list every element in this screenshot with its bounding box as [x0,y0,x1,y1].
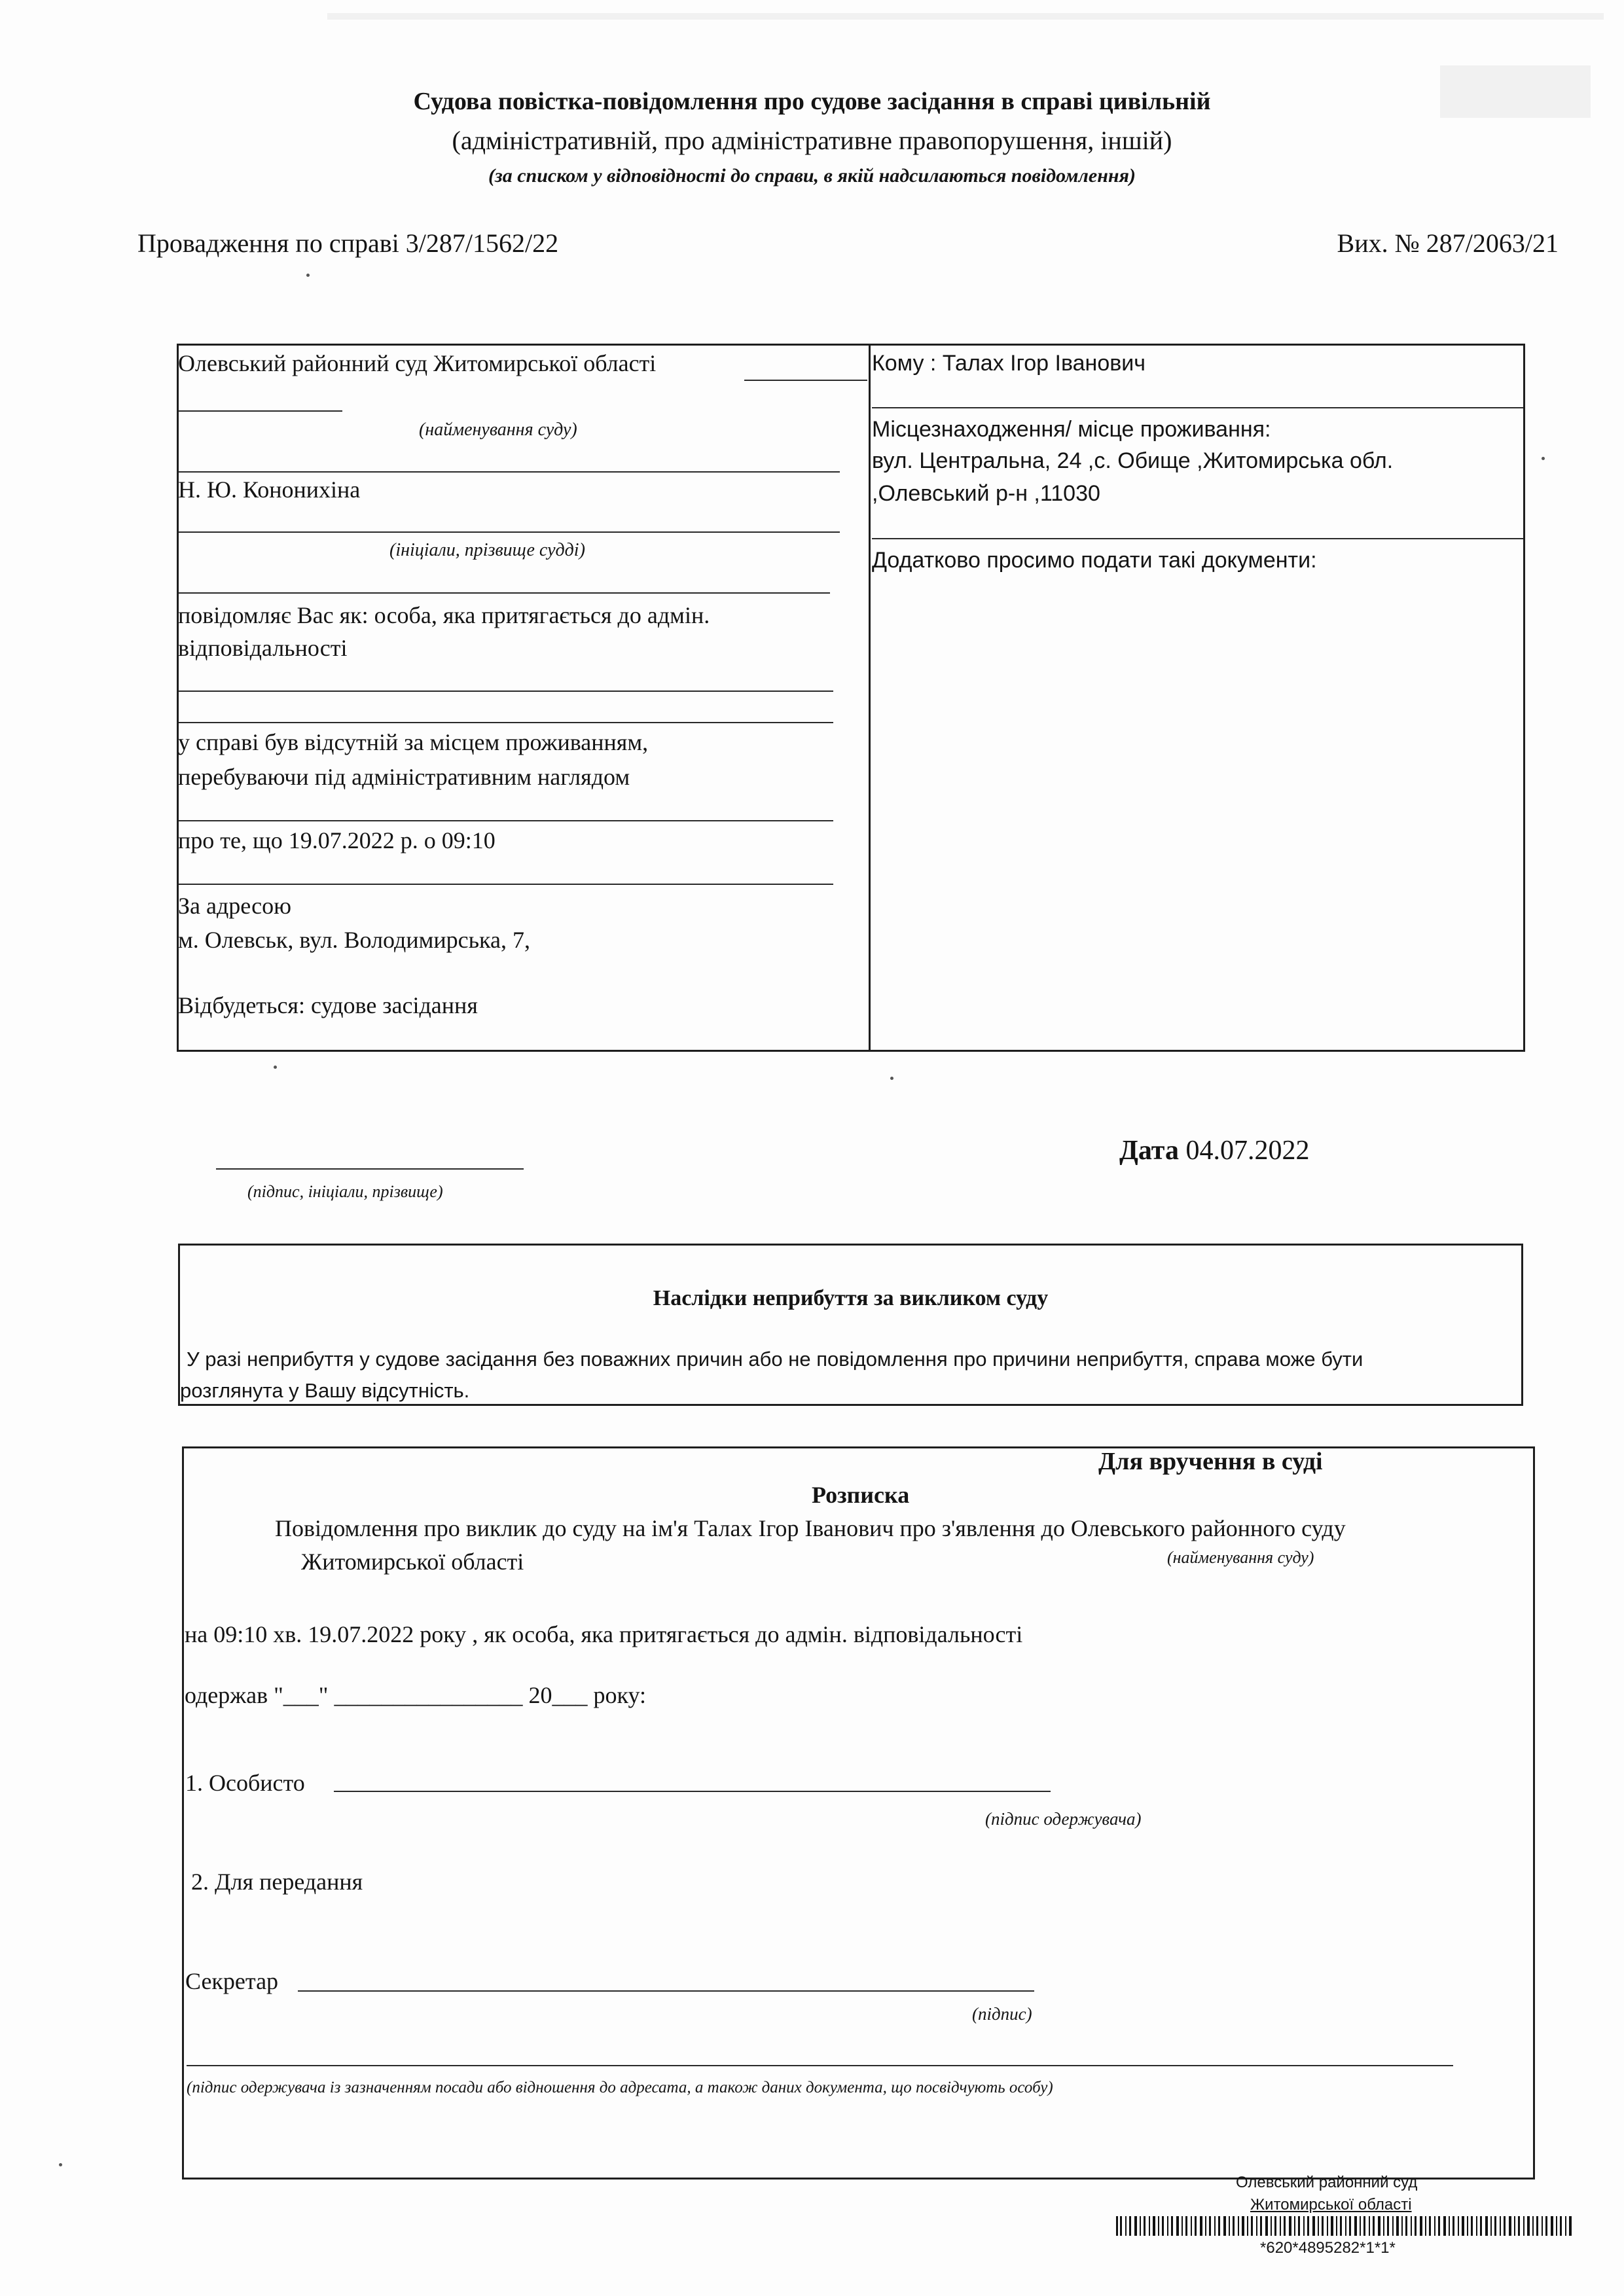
transfer-label: 2. Для передання [191,1869,363,1895]
barcode [1116,2216,1574,2236]
scan-speck [1542,457,1545,460]
scan-speck [306,274,310,277]
footer-court-line-2: Житомирської області [1250,2196,1412,2214]
court-address: м. Олевськ, вул. Володимирська, 7, [178,927,530,953]
court-caption: (найменування суду) [419,420,577,440]
receipt-title: Розписка [812,1482,910,1508]
absent-line-1: у справі був відсутній за місцем проживанням, [178,729,649,755]
recipient-line [872,407,1523,408]
personally-signature-line [334,1791,1051,1792]
document-title: Судова повістка-повідомлення про судове засідання в справі цивільній [413,88,1211,115]
date-value: 04.07.2022 [1185,1136,1310,1166]
personally-label: 1. Особисто [185,1770,305,1796]
secretary-signature-caption: (підпис) [972,2004,1032,2024]
judge-caption-line [179,592,830,594]
documents-request: Додатково просимо подати такі документи: [872,548,1317,573]
notify-line-b [179,722,833,723]
hearing-line [179,884,833,885]
column-divider [869,344,871,1052]
signature-caption: (підпис, ініціали, прізвище) [247,1182,443,1201]
judge-caption: (ініціали, прізвище судді) [389,540,585,560]
signature-line [216,1168,524,1170]
consequences-line-1: У разі неприбуття у судове засідання без поважних причин або не повідомлення про причини неприбуття, справа може бути [187,1348,1363,1371]
address-label: За адресою [178,893,292,919]
recipient-details-caption: (підпис одержувача із зазначенням посади або відношення до адресата, а також даних документа, що посвідчують особу) [187,2079,1053,2096]
receipt-time-line: на 09:10 хв. 19.07.2022 року , як особа, яка притягається до адмін. відповідальності [185,1621,1023,1647]
receipt-court-line-2: Житомирської області [301,1549,524,1575]
for-court-label: Для вручення в суді [1098,1448,1323,1475]
scan-speck [59,2163,62,2166]
outgoing-number: 287/2063/21 [1426,228,1559,258]
court-underline [744,380,867,381]
consequences-line-2: розглянута у Вашу відсутність. [180,1379,470,1402]
scan-speck [890,1077,893,1080]
date-line [1119,1134,1309,1167]
absent-line [179,820,833,821]
recipient-signature-caption: (підпис одержувача) [985,1809,1142,1829]
received-line: одержав "___" ________________ 20___ року: [185,1682,647,1708]
scan-smudge [327,13,1604,20]
address-line [872,538,1523,539]
outgoing-label: Вих. № [1337,228,1420,258]
recipient-address-1: вул. Центральна, 24 ,с. Обище ,Житомирська обл. [872,448,1394,473]
scan-speck [274,1066,277,1069]
event-type: Відбудеться: судове засідання [178,992,478,1018]
receipt-notice: Повідомлення про виклик до суду на ім'я Талах Ігор Іванович про з'явлення до Олевського районного суду [275,1515,1346,1541]
barcode-text: *620*4895282*1*1* [1260,2239,1396,2257]
proceeding-label: Провадження по справі [137,228,399,258]
date-label: Дата [1119,1136,1179,1166]
proceeding-line [137,228,558,259]
document-note: (за списком у відповідності до справи, в якій надсилаються повідомлення) [488,165,1136,187]
outgoing-line [1337,228,1559,259]
secretary-label: Секретар [185,1968,279,1994]
footer-court-line-1: Олевський районний суд [1236,2174,1418,2191]
consequences-title: Наслідки неприбуття за викликом суду [653,1286,1049,1310]
notify-line-1: повідомляє Вас як: особа, яка притягається до адмін. [178,602,710,628]
court-name: Олевський районний суд Житомирської області [178,350,657,376]
recipient-address-2: ,Олевський р-н ,11030 [872,481,1100,506]
secretary-signature-line [298,1990,1034,1992]
notify-line [179,691,833,692]
recipient-details-line [187,2065,1453,2066]
judge-name: Н. Ю. Кононихіна [178,476,361,503]
notify-line-2: відповідальності [178,635,348,661]
court-underline-2 [179,410,342,412]
hearing-time: про те, що 19.07.2022 р. о 09:10 [178,827,496,853]
absent-line-2: перебуваючи під адміністративним наглядом [178,764,630,790]
recipient-name: Кому : Талах Ігор Іванович [872,351,1146,376]
judge-line [179,531,840,533]
proceeding-number: 3/287/1562/22 [405,228,559,258]
court-caption-line [179,471,840,473]
receipt-court-caption: (найменування суду) [1167,1548,1314,1567]
document-subtitle: (адміністративній, про адміністративне правопорушення, іншій) [452,126,1172,155]
location-label: Місцезнаходження/ місце проживання: [872,417,1271,442]
